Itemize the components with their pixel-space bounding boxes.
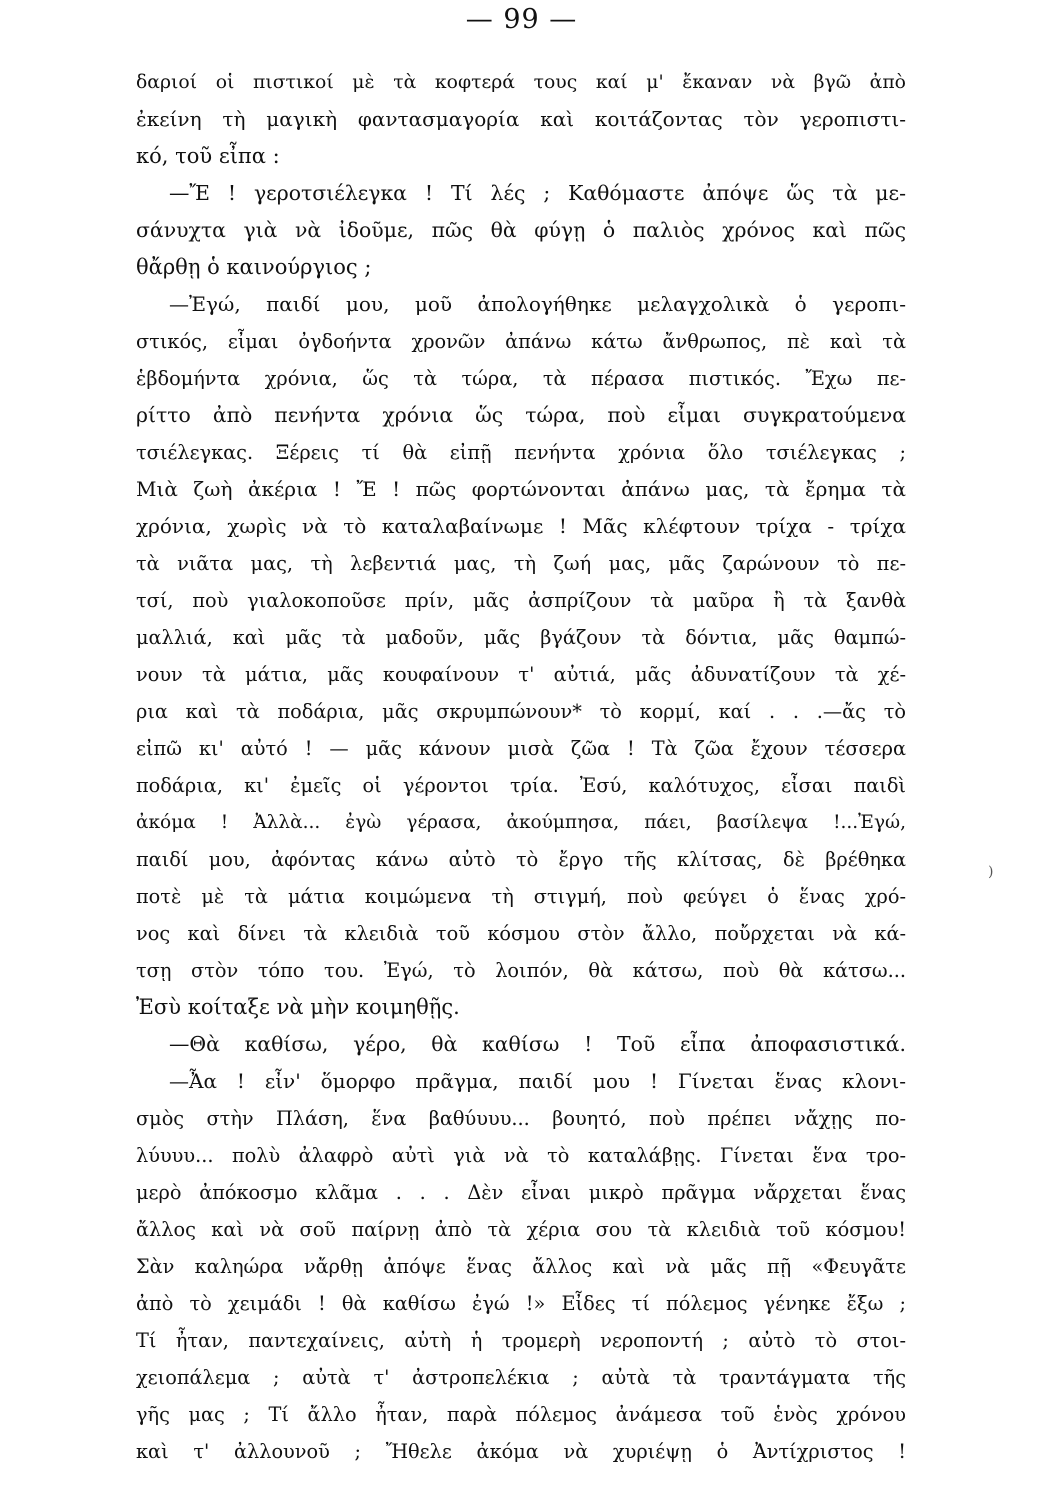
margin-mark: )	[988, 864, 994, 880]
text-line: τσιέλεγκας. Ξέρεις τί θὰ εἰπῇ πενήντα χρόνια ὅλο τσιέλεγκας ;	[136, 441, 906, 464]
page-number: — 99 —	[465, 4, 578, 35]
text-line: Σὰν καληώρα νἄρθῃ ἀπόψε ἕνας ἄλλος καὶ νὰ μᾶς πῇ «Φευγᾶτε	[136, 1255, 906, 1278]
text-line: τσῃ στὸν τόπο του. Ἐγώ, τὸ λοιπόν, θὰ κάτσω, ποὺ θὰ κάτσω...	[136, 959, 906, 982]
text-line: θἄρθῃ ὁ καινούργιος ;	[136, 255, 372, 279]
text-line: τσί, ποὺ γιαλοκοποῦσε πρίν, μᾶς ἀσπρίζουν τὰ μαῦρα ἢ τὰ ξανθὰ	[136, 589, 906, 612]
text-line: καὶ τ' ἀλλουνοῦ ; Ἤθελε ἀκόμα νὰ χυριέψῃ ὁ Ἀντίχριστος !	[136, 1440, 906, 1463]
text-line: ἑβδομήντα χρόνια, ὥς τὰ τώρα, τὰ πέρασα πιστικός. Ἔχω πε-	[136, 367, 906, 390]
text-line: Μιὰ ζωὴ ἀκέρια ! Ἔ ! πῶς φορτώνονται ἀπάνω μας, τὰ ἔρημα τὰ	[136, 477, 906, 501]
text-line: Ἐσὺ κοίταξε νὰ μὴν κοιμηθῇς.	[136, 995, 460, 1019]
text-line: γῆς μας ; Τί ἄλλο ἦταν, παρὰ πόλεμος ἀνάμεσα τοῦ ἑνὸς χρόνου	[136, 1403, 906, 1426]
text-line: νουν τὰ μάτια, μᾶς κουφαίνουν τ' αὐτιά, μᾶς ἀδυνατίζουν τὰ χέ-	[136, 663, 906, 686]
text-line: χειοπάλεμα ; αὐτὰ τ' ἀστροπελέκια ; αὐτὰ τὰ τραντάγματα τῆς	[136, 1366, 906, 1389]
text-line: εἰπῶ κι' αὐτό ! — μᾶς κάνουν μισὰ ζῶα ! Τὰ ζῶα ἔχουν τέσσερα	[136, 737, 906, 760]
text-line: Τί ἦταν, παντεχαίνεις, αὐτὴ ἡ τρομερὴ νεροποντή ; αὐτὸ τὸ στοι-	[136, 1329, 906, 1352]
text-line: παιδί μου, ἀφόντας κάνω αὐτὸ τὸ ἔργο τῆς κλίτσας, δὲ βρέθηκα	[136, 848, 906, 871]
text-line: ἄλλος καὶ νὰ σοῦ παίρνῃ ἀπὸ τὰ χέρια σου τὰ κλειδιὰ τοῦ κόσμου!	[136, 1218, 906, 1241]
text-line: σάνυχτα γιὰ νὰ ἰδοῦμε, πῶς θὰ φύγῃ ὁ παλιὸς χρόνος καὶ πῶς	[136, 218, 906, 242]
text-line: νος καὶ δίνει τὰ κλειδιὰ τοῦ κόσμου στὸν ἄλλο, ποὔρχεται νὰ κά-	[136, 922, 906, 945]
text-line: —Θὰ καθίσω, γέρο, θὰ καθίσω ! Τοῦ εἶπα ἀποφασιστικά.	[169, 1032, 906, 1056]
text-line: —Ἔ ! γεροτσιέλεγκα ! Τί λές ; Καθόμαστε ἀπόψε ὥς τὰ με-	[169, 181, 906, 205]
text-line: ποδάρια, κι' ἐμεῖς οἱ γέροντοι τρία. Ἐσύ, καλότυχος, εἶσαι παιδὶ	[136, 774, 906, 797]
text-line: —Ἆα ! εἶν' ὅμορφο πρᾶγμα, παιδί μου ! Γίνεται ἕνας κλονι-	[169, 1069, 906, 1093]
text-line: ρίττο ἀπὸ πενήντα χρόνια ὥς τώρα, ποὺ εἶμαι συγκρατούμενα	[136, 403, 906, 427]
text-line: δαριοί οἱ πιστικοί μὲ τὰ κοφτερά τους καί μ' ἔκαναν νὰ βγῶ ἀπὸ	[136, 72, 906, 93]
text-line: στικός, εἶμαι ὀγδοήντα χρονῶν ἀπάνω κάτω ἄνθρωπος, πὲ καὶ τὰ	[136, 330, 906, 353]
text-line: μερὸ ἀπόκοσμο κλᾶμα . . . Δὲν εἶναι μικρὸ πρᾶγμα νἄρχεται ἕνας	[136, 1181, 906, 1204]
text-line: λύυυυ... πολὺ ἀλαφρὸ αὐτὶ γιὰ νὰ τὸ καταλάβῃς. Γίνεται ἕνα τρο-	[136, 1144, 906, 1167]
text-line: ἀπὸ τὸ χειμάδι ! θὰ καθίσω ἐγώ !» Εἶδες τί πόλεμος γένηκε ἔξω ;	[136, 1292, 906, 1315]
text-line: ἐκείνη τὴ μαγικὴ φαντασμαγορία καὶ κοιτάζοντας τὸν γεροπιστι-	[136, 107, 906, 131]
text-line: μαλλιά, καὶ μᾶς τὰ μαδοῦν, μᾶς βγάζουν τὰ δόντια, μᾶς θαμπώ-	[136, 626, 906, 649]
page-body	[136, 64, 906, 1470]
text-line: ποτὲ μὲ τὰ μάτια κοιμώμενα τὴ στιγμή, ποὺ φεύγει ὁ ἕνας χρό-	[136, 885, 906, 908]
text-line: χρόνια, χωρὶς νὰ τὸ καταλαβαίνωμε ! Μᾶς κλέφτουν τρίχα - τρίχα	[136, 514, 906, 538]
text-line: σμὸς στὴν Πλάση, ἕνα βαθύυυυ... βουητό, ποὺ πρέπει νἄχῃς πο-	[136, 1107, 906, 1130]
text-line: —Ἐγώ, παιδί μου, μοῦ ἀπολογήθηκε μελαγχολικὰ ὁ γεροπι-	[169, 292, 906, 316]
text-line: ρια καὶ τὰ ποδάρια, μᾶς σκρυμπώνουν* τὸ κορμί, καί . . .—ἄς τὸ	[136, 700, 906, 723]
text-line: ἀκόμα ! Ἀλλὰ... ἐγὼ γέρασα, ἀκούμπησα, πάει, βασίλεψα !...Ἐγώ,	[136, 812, 906, 833]
text-line: τὰ νιᾶτα μας, τὴ λεβεντιά μας, τὴ ζωή μας, μᾶς ζαρώνουν τὸ πε-	[136, 552, 906, 575]
text-line: κό, τοῦ εἶπα :	[136, 144, 280, 168]
